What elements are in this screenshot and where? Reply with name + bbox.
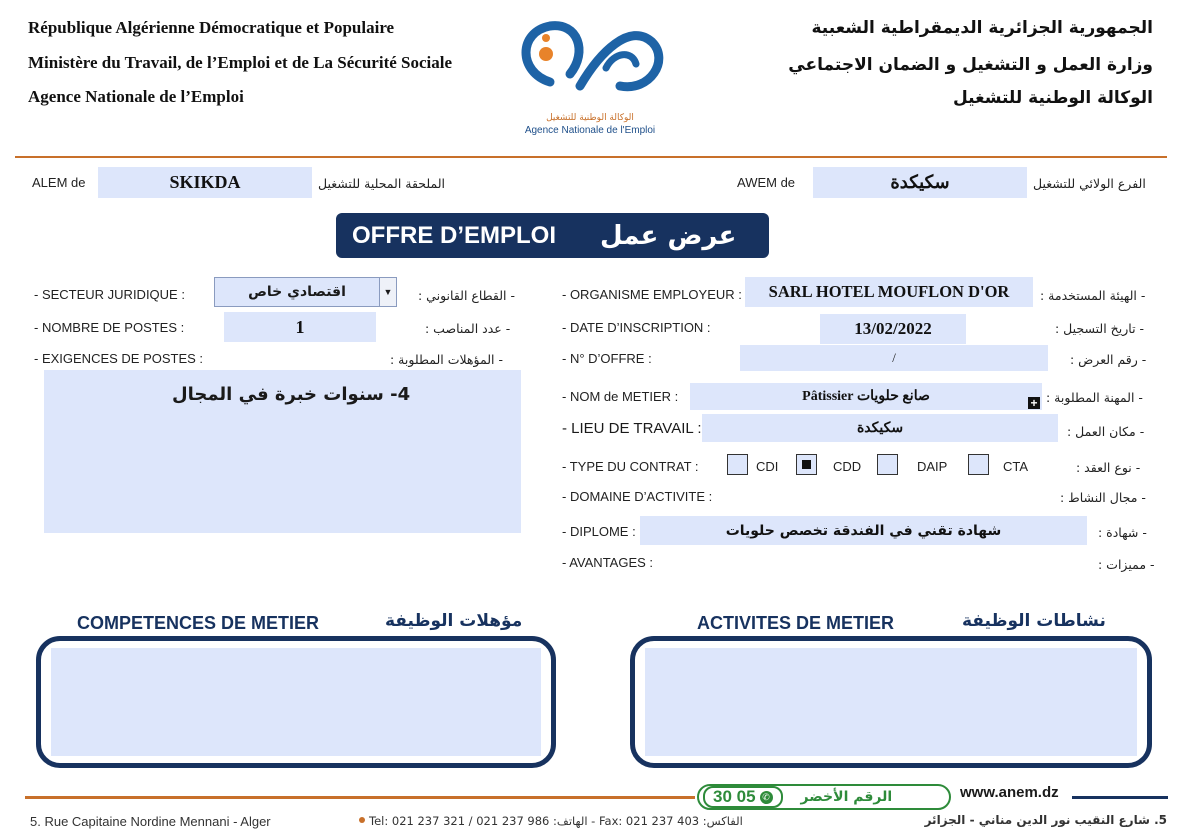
- offre-banner: [336, 213, 769, 258]
- exigences-label-ar: - المؤهلات المطلوبة :: [390, 352, 503, 367]
- domaine-label-ar: - مجال النشاط :: [1060, 490, 1146, 505]
- footer-dot: [359, 817, 365, 823]
- green-number: 30 05: [713, 787, 756, 806]
- footer-line-left: [25, 796, 695, 799]
- awem-label-ar: الفرع الولائي للتشغيل: [1033, 176, 1146, 191]
- anem-logo: [510, 12, 670, 147]
- postes-label: - NOMBRE DE POSTES :: [34, 320, 185, 335]
- metier-field[interactable]: صانع حلويات Pâtissier: [690, 383, 1042, 410]
- organisme-field[interactable]: SARL HOTEL MOUFLON D'OR: [745, 277, 1033, 307]
- metier-label-ar: - المهنة المطلوبة :: [1046, 390, 1143, 405]
- plus-icon[interactable]: +: [1028, 397, 1040, 409]
- organisme-label: - ORGANISME EMPLOYEUR :: [562, 287, 742, 302]
- avantages-label: - AVANTAGES :: [562, 555, 654, 570]
- organisme-label-ar: - الهيئة المستخدمة :: [1040, 288, 1146, 303]
- alem-label-ar: الملحقة المحلية للتشغيل: [318, 176, 446, 191]
- domaine-label: - DOMAINE D’ACTIVITE :: [562, 489, 713, 504]
- lieu-label: - LIEU DE TRAVAIL :: [562, 420, 702, 437]
- date-label: - DATE D’INSCRIPTION :: [562, 320, 711, 335]
- phone-icon: ✆: [760, 791, 773, 804]
- postes-field[interactable]: 1: [224, 312, 376, 342]
- offre-num-label-ar: - رقم العرض :: [1070, 352, 1147, 367]
- header-divider: [15, 156, 1167, 158]
- awem-label: AWEM de: [737, 175, 796, 190]
- competences-textarea[interactable]: [51, 648, 541, 756]
- avantages-label-ar: - مميزات :: [1098, 557, 1155, 572]
- awem-field[interactable]: سكيكدة: [813, 167, 1027, 198]
- date-label-ar: - تاريخ التسجيل :: [1055, 321, 1145, 336]
- header-ar-line3: الوكالة الوطنية للتشغيل: [952, 88, 1153, 108]
- banner-title-ar: عرض عمل: [600, 220, 737, 251]
- competences-title-fr: COMPETENCES DE METIER: [77, 613, 320, 633]
- secteur-label: - SECTEUR JURIDIQUE :: [34, 287, 185, 302]
- logo-fr-text: Agence Nationale de l'Emploi: [524, 125, 656, 136]
- header-fr-line1: République Algérienne Démocratique et Populaire: [28, 18, 395, 37]
- logo-ar-text: الوكالة الوطنية للتشغيل: [546, 113, 634, 123]
- chevron-down-icon[interactable]: ▼: [379, 278, 396, 306]
- lieu-label-ar: - مكان العمل :: [1067, 424, 1145, 439]
- offre-num-field[interactable]: /: [740, 345, 1048, 371]
- cdd-checkbox[interactable]: [796, 454, 817, 475]
- diplome-label-ar: - شهادة :: [1098, 525, 1147, 540]
- alem-label: ALEM de: [32, 175, 86, 190]
- postes-label-ar: - عدد المناصب :: [425, 321, 511, 336]
- header-fr-line2: Ministère du Travail, de l’Emploi et de La Sécurité Sociale: [28, 53, 453, 72]
- metier-label: - NOM de METIER :: [562, 389, 679, 404]
- competences-panel: [36, 636, 556, 768]
- header-ar-line2: وزارة العمل و التشغيل و الضمان الاجتماعي: [788, 55, 1153, 75]
- diplome-label: - DIPLOME :: [562, 524, 636, 539]
- activites-textarea[interactable]: [645, 648, 1137, 756]
- lieu-field[interactable]: سكيكدة: [702, 414, 1058, 442]
- anem-logo-icon: [510, 12, 670, 108]
- exigences-label: - EXIGENCES DE POSTES :: [34, 351, 204, 366]
- daip-label: DAIP: [917, 459, 948, 474]
- website[interactable]: www.anem.dz: [960, 784, 1059, 801]
- green-number-label: الرقم الأخضر: [800, 789, 893, 805]
- green-number-pill: [703, 786, 783, 808]
- cdi-label: CDI: [756, 459, 779, 474]
- exigences-value: 4- سنوات خبرة في المجال: [172, 384, 411, 405]
- cta-label: CTA: [1003, 459, 1029, 474]
- exigences-textarea[interactable]: [44, 370, 521, 533]
- activites-panel: [630, 636, 1152, 768]
- secteur-select[interactable]: [214, 277, 397, 307]
- header-fr-line3: Agence Nationale de l’Emploi: [28, 87, 244, 106]
- cdd-label: CDD: [833, 459, 862, 474]
- green-number-badge: [697, 784, 951, 810]
- cta-checkbox[interactable]: [968, 454, 989, 475]
- secteur-label-ar: - القطاع القانوني :: [418, 288, 516, 303]
- activites-title-ar: نشاطات الوظيفة: [962, 611, 1106, 631]
- date-field[interactable]: 13/02/2022: [820, 314, 966, 344]
- footer-line-right: [1072, 796, 1168, 799]
- alem-field[interactable]: SKIKDA: [98, 167, 312, 198]
- footer-address-ar: 5. شارع النقيب نور الدين مناني - الجزائر: [924, 813, 1167, 827]
- offre-num-label: - N° D’OFFRE :: [562, 351, 652, 366]
- header-ar-line1: الجمهورية الجزائرية الديمقراطية الشعبية: [811, 18, 1153, 38]
- contrat-label-ar: - نوع العقد :: [1076, 460, 1141, 475]
- footer-tel: Tel: 021 237 321 / 021 237 986 :الهاتف - Fax: 021 237 403 :الفاكس: [369, 814, 743, 828]
- daip-checkbox[interactable]: [877, 454, 898, 475]
- secteur-value: اقتصادي خاص: [248, 284, 346, 300]
- activites-title-fr: ACTIVITES DE METIER: [697, 613, 895, 633]
- contrat-label: - TYPE DU CONTRAT :: [562, 459, 699, 474]
- diplome-field[interactable]: شهادة تقني في الفندقة تخصص حلويات: [640, 516, 1087, 545]
- footer-address-fr: 5. Rue Capitaine Nordine Mennani - Alger: [30, 814, 271, 829]
- banner-title-fr: OFFRE D’EMPLOI: [352, 221, 556, 249]
- competences-title-ar: مؤهلات الوظيفة: [385, 611, 523, 631]
- cdi-checkbox[interactable]: [727, 454, 748, 475]
